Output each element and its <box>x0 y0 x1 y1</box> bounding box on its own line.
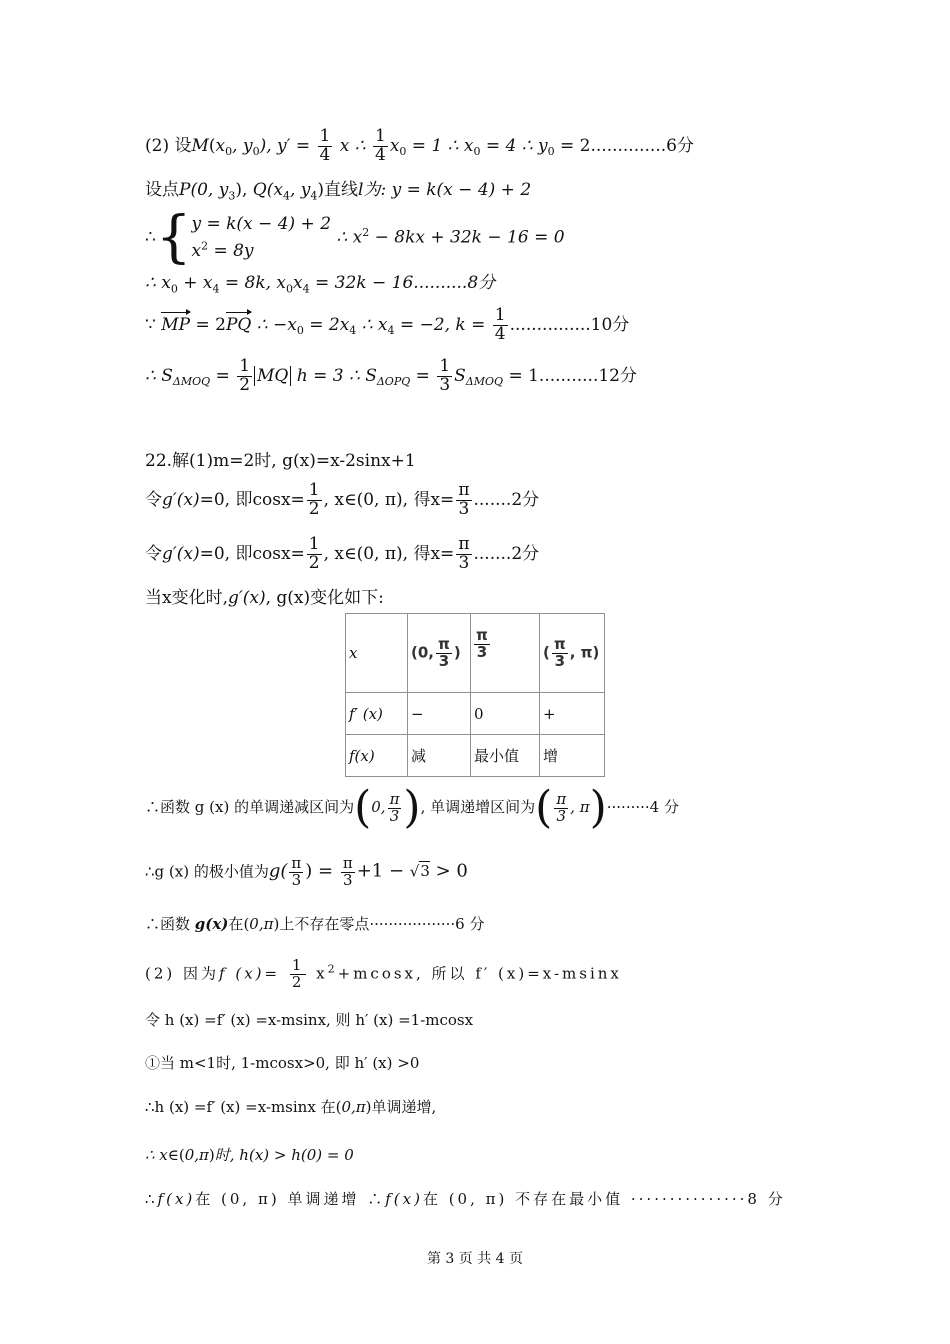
fraction: $\frac{1}{2}$ <box>239 356 251 395</box>
fraction: $\frac{1}{4}$ <box>494 305 506 344</box>
table-cell: f(x) <box>346 735 408 777</box>
line-vector: ∵ MP = 2PQ ∴ $-x_0 = 2x_4$ ∴ $x_4 = -2$, k = $\frac{1}{4}$ ...............10分 <box>145 305 630 344</box>
line-area: ∴ $S_{\Delta MOQ}$ = $\frac{1}{2}$ MQ h = 3 ∴ $S_{\Delta OPQ}$ = $\frac{1}{3}$ $S_{\Delta MOQ} = 1...........12$分 <box>145 356 637 395</box>
fraction: $\frac{\pi}{3}$ <box>458 534 470 573</box>
table-cell: + <box>540 693 605 735</box>
table-cell: 0 <box>471 693 540 735</box>
table-cell: 最小值 <box>471 735 540 777</box>
line-22-derivative-2: 令g′(x)=0, 即cosx= $\frac{1}{2}$ , x∈(0, π), 得x= $\frac{\pi}{3}$ .......2分 <box>145 534 540 573</box>
table-cell: $\frac{\pi}{3}$ <box>471 614 540 693</box>
line-monotonic-intervals: ∴函数 g (x) 的单调递减区间为(0, $\frac{\pi}{3}$ ), 单调递增区间为( $\frac{\pi}{3}$ , π)·········4 分 <box>145 782 679 833</box>
line-22-table-intro: 当x变化时,g′(x), g(x)变化如下: <box>145 588 384 608</box>
line-h-increasing: ∴h (x) =f′ (x) =x-msinx 在(0,π)单调递增, <box>145 1098 437 1116</box>
fraction: $\frac{1}{4}$ <box>319 126 331 165</box>
page-footer: 第 3 页 共 4 页 <box>426 1251 524 1267</box>
fraction: $\frac{1}{2}$ <box>308 480 320 519</box>
line-no-minimum: ∴f(x)在 (0, π) 单调递增 ∴f(x)在 (0, π) 不存在最小值 ···············8 分 <box>145 1190 786 1208</box>
line-part2-because: (2) 因为f (x)= $\frac{1}{2}$ $x^2+mcosx$, 所以 f′ (x)=x-msinx <box>145 956 622 991</box>
line-system: ∴{ y = k(x − 4) + 2 $x^2 = 8y$ ∴ $x^2 - 8kx + 32k - 16 = 0$ <box>145 205 565 270</box>
table-cell: (0, $\frac{\pi}{3}$ ) <box>408 614 471 693</box>
table-cell: f′ (x) <box>346 693 408 735</box>
line-no-zero: ∴函数 g(x)在(0,π)上不存在零点··················6 分 <box>145 915 485 933</box>
fraction: $\frac{1}{4}$ <box>374 126 386 165</box>
line-set-points: 设点P(0, $y_3$), $Q(x_4$, $y_4$)直线l为: y = k(x − 4) + 2 <box>145 180 532 203</box>
line-22-derivative-1: 令g′(x)=0, 即cosx= $\frac{1}{2}$ , x∈(0, π), 得x= $\frac{\pi}{3}$ .......2分 <box>145 480 540 519</box>
line-min-value: ∴g (x) 的极小值为g( $\frac{\pi}{3}$ ) = $\frac{\pi}{3}$ +1 − √3 > 0 <box>145 854 468 889</box>
table-cell: − <box>408 693 471 735</box>
table-cell: 增 <box>540 735 605 777</box>
line-vieta: ∴ $x_0 + x_4 = 8k$, $x_0x_4 = 32k - 16..........8$分 <box>145 273 496 296</box>
line-let-h: 令 h (x) =f′ (x) =x-msinx, 则 h′ (x) =1-mcosx <box>145 1011 474 1029</box>
line-h-positive: ∴ x∈(0,π)时, h(x) > h(0) = 0 <box>145 1146 354 1164</box>
problem-22-title: 22.解(1)m=2时, g(x)=x-2sinx+1 <box>145 451 416 471</box>
line-case-1: ①当 m<1时, 1-mcosx>0, 即 h′ (x) >0 <box>145 1054 420 1072</box>
fraction: $\frac{1}{3}$ <box>439 356 451 395</box>
table-cell: 减 <box>408 735 471 777</box>
line-part2-setup: (2) 设$M(x_0$, $y_0$), y′ = $\frac{1}{4}$ x ∴ $\frac{1}{4}$ $x_0 = 1$ ∴ $x_0 = 4$ ∴ $y_0 = 2..............6$分 <box>145 126 694 165</box>
table-cell: x <box>346 614 408 693</box>
variation-table <box>345 613 605 777</box>
fraction: $\frac{1}{2}$ <box>308 534 320 573</box>
fraction: $\frac{\pi}{3}$ <box>458 480 470 519</box>
table-cell: ( $\frac{\pi}{3}$ , π) <box>540 614 605 693</box>
